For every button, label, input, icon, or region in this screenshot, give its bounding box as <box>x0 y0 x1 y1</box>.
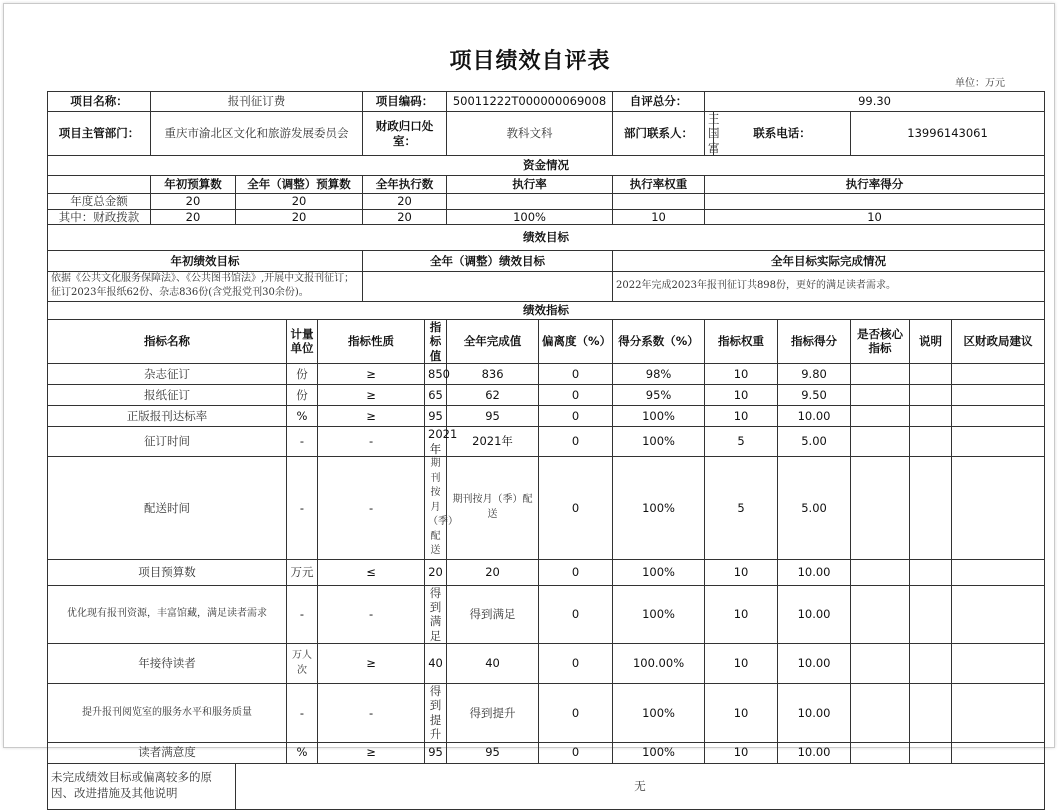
office-label: 财政归口处室： <box>363 112 447 156</box>
ind-core <box>851 457 910 560</box>
ind-deviation: 0 <box>539 742 613 763</box>
funds-weight: 10 <box>613 209 705 224</box>
ind-nature: ≥ <box>318 406 425 427</box>
ind-nature: ≥ <box>318 742 425 763</box>
ind-deviation: 0 <box>539 457 613 560</box>
ind-advice <box>952 742 1045 763</box>
ind-score: 9.80 <box>778 364 851 385</box>
ind-note <box>910 644 952 684</box>
ind-weight: 10 <box>705 742 778 763</box>
ind-core <box>851 559 910 585</box>
ind-nature: - <box>318 684 425 743</box>
funds-col-score: 执行率得分 <box>705 176 1045 194</box>
ind-target: 850 <box>425 364 447 385</box>
ind-coef: 100% <box>613 742 705 763</box>
ind-col-deviation: 偏离度（%） <box>539 319 613 363</box>
ind-advice <box>952 406 1045 427</box>
ind-deviation: 0 <box>539 684 613 743</box>
footer-label: 未完成绩效目标或偏离较多的原因、改进措施及其他说明 <box>48 763 236 809</box>
ind-actual: 62 <box>447 385 539 406</box>
ind-name: 优化现有报刊资源，丰富馆藏，满足读者需求 <box>48 585 287 644</box>
ind-coef: 100% <box>613 559 705 585</box>
ind-weight: 10 <box>705 406 778 427</box>
ind-advice <box>952 385 1045 406</box>
goals-section-title: 绩效目标 <box>48 224 1045 250</box>
ind-unit: 万人次 <box>287 644 318 684</box>
project-code: 50011222T000000069008 <box>447 92 613 112</box>
ind-note <box>910 742 952 763</box>
ind-col-name: 指标名称 <box>48 319 287 363</box>
ind-score: 10.00 <box>778 585 851 644</box>
ind-score: 10.00 <box>778 644 851 684</box>
funds-initial: 20 <box>151 194 236 209</box>
ind-score: 9.50 <box>778 385 851 406</box>
ind-unit: - <box>287 457 318 560</box>
ind-core <box>851 406 910 427</box>
ind-nature: - <box>318 585 425 644</box>
ind-name: 报纸征订 <box>48 385 287 406</box>
footer-value: 无 <box>236 763 1045 809</box>
ind-nature: - <box>318 427 425 457</box>
ind-coef: 100% <box>613 406 705 427</box>
ind-name: 征订时间 <box>48 427 287 457</box>
funds-rate <box>447 194 613 209</box>
ind-unit: - <box>287 427 318 457</box>
funds-adjusted: 20 <box>236 209 363 224</box>
funds-col-adjusted: 全年（调整）预算数 <box>236 176 363 194</box>
project-name: 报刊征订费 <box>151 92 363 112</box>
ind-coef: 98% <box>613 364 705 385</box>
ind-unit: 份 <box>287 364 318 385</box>
total-score-label: 自评总分： <box>613 92 705 112</box>
funds-score <box>705 194 1045 209</box>
ind-name: 提升报刊阅览室的服务水平和服务质量 <box>48 684 287 743</box>
ind-unit: % <box>287 742 318 763</box>
ind-weight: 10 <box>705 559 778 585</box>
ind-note <box>910 684 952 743</box>
ind-weight: 10 <box>705 585 778 644</box>
funds-row-label: 年度总金额 <box>48 194 151 209</box>
ind-core <box>851 385 910 406</box>
ind-name: 正版报刊达标率 <box>48 406 287 427</box>
ind-note <box>910 585 952 644</box>
ind-score: 10.00 <box>778 684 851 743</box>
ind-target: 2021年 <box>425 427 447 457</box>
goals-col-adjusted: 全年（调整）绩效目标 <box>363 250 613 271</box>
ind-name: 年接待读者 <box>48 644 287 684</box>
ind-note <box>910 457 952 560</box>
ind-score: 10.00 <box>778 742 851 763</box>
phone-label: 联系电话： <box>714 112 851 156</box>
ind-col-core: 是否核心指标 <box>851 319 910 363</box>
ind-advice <box>952 559 1045 585</box>
ind-advice <box>952 684 1045 743</box>
ind-unit: 万元 <box>287 559 318 585</box>
ind-note <box>910 406 952 427</box>
performance-table <box>47 91 1045 810</box>
ind-note <box>910 364 952 385</box>
funds-initial: 20 <box>151 209 236 224</box>
funds-col-rate: 执行率 <box>447 176 613 194</box>
ind-actual: 40 <box>447 644 539 684</box>
ind-target: 期刊按月（季）配送 <box>425 457 447 560</box>
ind-deviation: 0 <box>539 427 613 457</box>
ind-nature: ≥ <box>318 644 425 684</box>
ind-coef: 100.00% <box>613 644 705 684</box>
ind-core <box>851 742 910 763</box>
ind-target: 95 <box>425 406 447 427</box>
ind-deviation: 0 <box>539 364 613 385</box>
ind-actual: 20 <box>447 559 539 585</box>
goals-col-actual: 全年目标实际完成情况 <box>613 250 1045 271</box>
ind-name: 配送时间 <box>48 457 287 560</box>
ind-note <box>910 427 952 457</box>
ind-nature: ≥ <box>318 385 425 406</box>
adjusted-goal-text <box>363 271 613 301</box>
ind-actual: 得到提升 <box>447 684 539 743</box>
ind-col-weight: 指标权重 <box>705 319 778 363</box>
ind-core <box>851 427 910 457</box>
ind-actual: 期刊按月（季）配送 <box>447 457 539 560</box>
dept-label: 项目主管部门： <box>48 112 151 156</box>
ind-target: 得到提升 <box>425 684 447 743</box>
office: 教科文科 <box>447 112 613 156</box>
project-code-label: 项目编码： <box>363 92 447 112</box>
ind-unit: % <box>287 406 318 427</box>
ind-note <box>910 559 952 585</box>
ind-advice <box>952 585 1045 644</box>
funds-section-title: 资金情况 <box>48 156 1045 176</box>
ind-coef: 100% <box>613 457 705 560</box>
ind-advice <box>952 644 1045 684</box>
unit-label: 单位：万元 <box>955 78 1005 89</box>
ind-name: 杂志征订 <box>48 364 287 385</box>
ind-advice <box>952 457 1045 560</box>
goals-col-initial: 年初绩效目标 <box>48 250 363 271</box>
ind-weight: 10 <box>705 684 778 743</box>
dept: 重庆市渝北区文化和旅游发展委员会 <box>151 112 363 156</box>
ind-target: 65 <box>425 385 447 406</box>
funds-row-label: 其中：财政拨款 <box>48 209 151 224</box>
contact: 王国富 <box>705 112 714 156</box>
ind-col-unit: 计量单位 <box>287 319 318 363</box>
funds-rate: 100% <box>447 209 613 224</box>
ind-deviation: 0 <box>539 585 613 644</box>
ind-deviation: 0 <box>539 385 613 406</box>
ind-unit: 份 <box>287 385 318 406</box>
ind-weight: 10 <box>705 644 778 684</box>
ind-score: 5.00 <box>778 427 851 457</box>
ind-target: 95 <box>425 742 447 763</box>
ind-nature: ≥ <box>318 364 425 385</box>
funds-executed: 20 <box>363 194 447 209</box>
funds-executed: 20 <box>363 209 447 224</box>
ind-nature: - <box>318 457 425 560</box>
ind-col-coef: 得分系数（%） <box>613 319 705 363</box>
ind-deviation: 0 <box>539 559 613 585</box>
ind-advice <box>952 427 1045 457</box>
ind-col-target: 指标值 <box>425 319 447 363</box>
ind-target: 40 <box>425 644 447 684</box>
actual-completion-text: 2022年完成2023年报刊征订共898份，更好的满足读者需求。 <box>613 271 1045 301</box>
ind-col-note: 说明 <box>910 319 952 363</box>
contact-label: 部门联系人： <box>613 112 705 156</box>
ind-coef: 100% <box>613 684 705 743</box>
ind-actual: 95 <box>447 742 539 763</box>
ind-score: 5.00 <box>778 457 851 560</box>
ind-target: 20 <box>425 559 447 585</box>
page-title: 项目绩效自评表 <box>449 49 611 74</box>
funds-adjusted: 20 <box>236 194 363 209</box>
ind-weight: 10 <box>705 364 778 385</box>
ind-weight: 10 <box>705 385 778 406</box>
ind-weight: 5 <box>705 427 778 457</box>
ind-name: 读者满意度 <box>48 742 287 763</box>
ind-col-advice: 区财政局建议 <box>952 319 1045 363</box>
funds-corner <box>48 176 151 194</box>
ind-actual: 得到满足 <box>447 585 539 644</box>
funds-col-executed: 全年执行数 <box>363 176 447 194</box>
ind-deviation: 0 <box>539 644 613 684</box>
ind-note <box>910 385 952 406</box>
project-name-label: 项目名称： <box>48 92 151 112</box>
total-score: 99.30 <box>705 92 1045 112</box>
phone: 13996143061 <box>851 112 1045 156</box>
ind-core <box>851 364 910 385</box>
ind-target: 得到满足 <box>425 585 447 644</box>
ind-actual: 2021年 <box>447 427 539 457</box>
ind-unit: - <box>287 684 318 743</box>
ind-col-actual: 全年完成值 <box>447 319 539 363</box>
ind-col-score: 指标得分 <box>778 319 851 363</box>
ind-col-nature: 指标性质 <box>318 319 425 363</box>
ind-coef: 95% <box>613 385 705 406</box>
ind-score: 10.00 <box>778 406 851 427</box>
ind-score: 10.00 <box>778 559 851 585</box>
funds-score: 10 <box>705 209 1045 224</box>
ind-name: 项目预算数 <box>48 559 287 585</box>
ind-deviation: 0 <box>539 406 613 427</box>
ind-core <box>851 644 910 684</box>
ind-actual: 836 <box>447 364 539 385</box>
ind-core <box>851 585 910 644</box>
initial-goal-text: 依据《公共文化服务保障法》、《公共图书馆法》,开展中文报刊征订；征订2023年报纸62份、杂志836份(含党报党刊30余份)。 <box>48 271 363 301</box>
funds-col-initial: 年初预算数 <box>151 176 236 194</box>
indicators-section-title: 绩效指标 <box>48 301 1045 319</box>
funds-col-weight: 执行率权重 <box>613 176 705 194</box>
ind-core <box>851 684 910 743</box>
funds-weight <box>613 194 705 209</box>
ind-nature: ≤ <box>318 559 425 585</box>
ind-coef: 100% <box>613 427 705 457</box>
ind-coef: 100% <box>613 585 705 644</box>
ind-weight: 5 <box>705 457 778 560</box>
ind-actual: 95 <box>447 406 539 427</box>
ind-advice <box>952 364 1045 385</box>
ind-unit: - <box>287 585 318 644</box>
